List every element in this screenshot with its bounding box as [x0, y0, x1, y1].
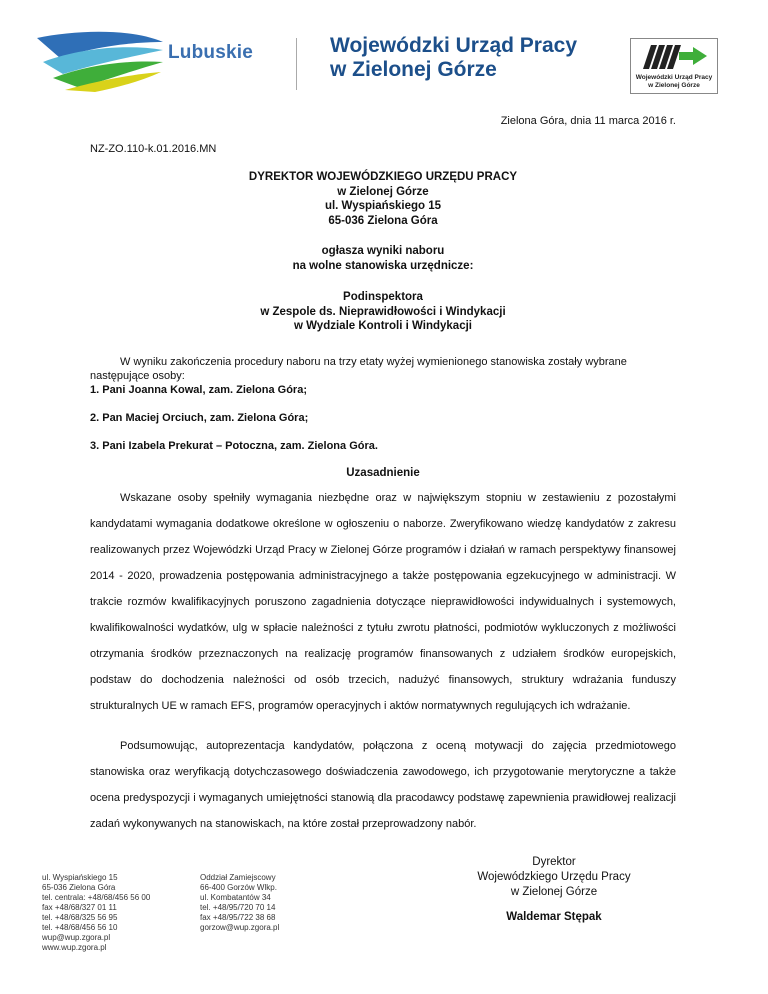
footer-line: fax +48/95/722 38 68	[200, 913, 276, 922]
signature-block	[458, 855, 650, 925]
candidate-2: 2. Pan Maciej Orciuch, zam. Zielona Góra;	[90, 412, 309, 424]
footer-line: fax +48/68/327 01 11	[42, 903, 117, 912]
footer-line: tel. centrala: +48/68/456 56 00	[42, 893, 151, 902]
announcement-line: ogłasza wyniki naboru	[321, 245, 445, 257]
signature-title-line: Dyrektor	[532, 856, 576, 868]
footer-email[interactable]: gorzow@wup.zgora.pl	[200, 923, 280, 932]
footer-branch-office	[200, 873, 279, 933]
wup-title-line1: Wojewódzki Urząd Pracy	[330, 34, 578, 57]
addressee-line: DYREKTOR WOJEWÓDZKIEGO URZĘDU PRACY	[248, 171, 518, 183]
position-line: w Wydziale Kontroli i Windykacji	[294, 320, 472, 332]
footer-line: ul. Wyspiańskiego 15	[42, 873, 118, 882]
position-block	[90, 290, 676, 334]
footer-email[interactable]: wup@wup.zgora.pl	[42, 933, 111, 942]
footer-line: 65-036 Zielona Góra	[42, 883, 116, 892]
reference-number: NZ-ZO.110-k.01.2016.MN	[90, 143, 217, 155]
wup-title-line2: w Zielonej Górze	[330, 58, 497, 81]
signature-title-line: Wojewódzkiego Urzędu Pracy	[477, 871, 631, 883]
position-line: w Zespole ds. Nieprawidłowości i Windykacji	[260, 305, 506, 318]
position-line: Podinspektora	[343, 291, 423, 303]
wup-logo-icon	[631, 39, 717, 73]
justification-paragraph-1: Wskazane osoby spełniły wymagania niezbędne oraz w największym stopniu w zestawieniu z pozostałymi kandydatami wymagania dodatkowe określone w ogłoszeniu o naborze. Zweryfikowano wiedzę kandydatów z zakresu realizowanych przez Wojewódzki Urząd Pracy w Zielonej Górze programów i działań w ramach perspektywy finansowej 2014 - 2020, prowadzenia postępowania administracyjnego a także postępowania egzekucyjnego w administracji. W trakcie rozmów kwalifikacyjnych poruszono zagadnienia dotyczące nieprawidłowości indywidualnych i systemowych, kwalifikowalności wydatków, ulg w spłacie należności z tytułu zwrotu płatności, podmiotów wykluczonych z możliwości otrzymania środków przeznaczonych na realizację programów finansowanych z udziałem środków europejskich, podstaw do dochodzenia należności od osób trzecich, nadużyć finansowych, struktury wdrażania funduszy strukturalnych UE w ramach EFS, programów operacyjnych i aktów normatywnych regulujących ich wdrażanie.	[90, 492, 676, 712]
footer-line: tel. +48/68/456 56 10	[42, 923, 118, 932]
footer-line: tel. +48/68/325 56 95	[42, 913, 118, 922]
wup-logo-caption	[634, 74, 714, 90]
addressee-line: w Zielonej Górze	[337, 185, 429, 198]
footer-website[interactable]: www.wup.zgora.pl	[42, 943, 107, 952]
footer-line: Oddział Zamiejscowy	[200, 873, 276, 882]
signatory-name: Waldemar Stępak	[506, 911, 602, 923]
wup-logo-caption-line1: Wojewódzki Urząd Pracy	[635, 74, 713, 81]
addressee-block	[90, 170, 676, 228]
footer-main-office	[42, 873, 150, 953]
lubuskie-logo-text: Lubuskie	[168, 42, 254, 63]
footer-line: 66-400 Gorzów Wlkp.	[200, 883, 277, 892]
intro-paragraph: W wyniku zakończenia procedury naboru na trzy etaty wyżej wymienionego stanowiska zostały wybrane następujące osoby:	[90, 356, 627, 382]
signature-title-line: w Zielonej Górze	[510, 886, 598, 898]
announcement-line: na wolne stanowiska urzędnicze:	[292, 259, 474, 272]
letter-date: Zielona Góra, dnia 11 marca 2016 r.	[500, 115, 676, 127]
header-divider	[296, 38, 297, 90]
justification-paragraph-2: Podsumowując, autoprezentacja kandydatów, połączona z oceną motywacji do zajęcia przedmiotowego stanowiska oraz weryfikacją dotychczasowego doświadczenia zawodowego, ich przygotowanie merytoryczne a także ocena predyspozycji i wymaganych umiejętności stanowią dla pracodawcy podstawę zapewnienia prawidłowej realizacji zadań wykonywanych na stanowiskach, na które został przeprowadzony nabór.	[90, 740, 676, 830]
footer-line: tel. +48/95/720 70 14	[200, 903, 276, 912]
candidate-1: 1. Pani Joanna Kowal, zam. Zielona Góra;	[90, 384, 307, 396]
wup-logo-caption-line2: w Zielonej Górze	[648, 82, 700, 89]
announcement-block	[90, 244, 676, 273]
candidate-3: 3. Pani Izabela Prekurat – Potoczna, zam. Zielona Góra.	[90, 440, 378, 452]
addressee-line: ul. Wyspiańskiego 15	[324, 200, 442, 212]
addressee-line: 65-036 Zielona Góra	[328, 214, 438, 227]
footer-line: ul. Kombatantów 34	[200, 893, 271, 902]
justification-heading: Uzasadnienie	[346, 467, 420, 479]
wup-title	[330, 34, 577, 82]
